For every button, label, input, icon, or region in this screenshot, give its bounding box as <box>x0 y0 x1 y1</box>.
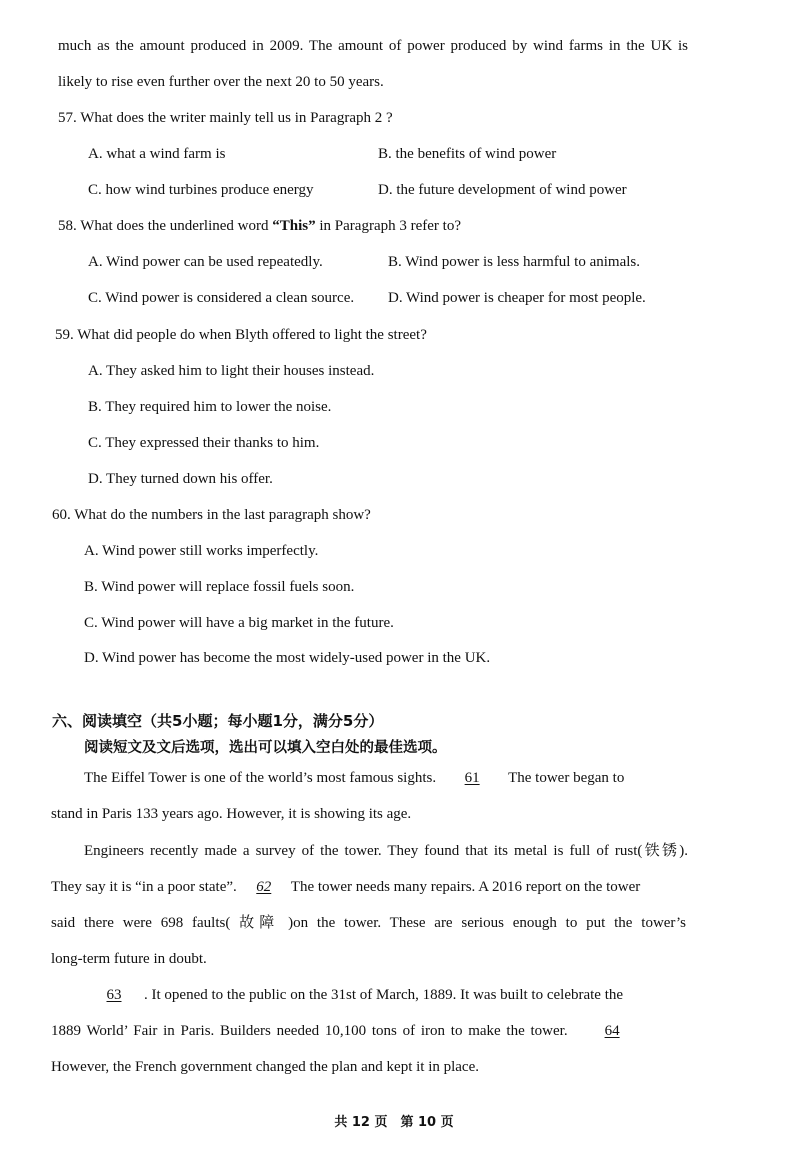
question-57-option-a: A. what a wind farm is <box>88 146 226 162</box>
blank-61: 61 <box>464 770 480 786</box>
paragraph-2-line-2 <box>51 877 640 897</box>
paragraph-3-line-3: However, the French government changed the plan and kept it in place. <box>51 1059 479 1075</box>
question-57-option-b: B. the benefits of wind power <box>378 146 557 162</box>
question-60-option-a: A. Wind power still works imperfectly. <box>84 543 319 559</box>
paragraph-2-line-1: Engineers recently made a survey of the tower. They found that its metal is full of rust(铁锈). <box>84 843 688 859</box>
question-58-stem <box>58 216 461 236</box>
question-58-stem-pre: 58. What does the underlined word <box>58 218 273 234</box>
question-59-option-a: A. They asked him to light their houses instead. <box>88 363 375 379</box>
section-instruction: 阅读短文及文后选项，选出可以填入空白处的最佳选项。 <box>84 740 447 756</box>
paragraph-2-line-3: said there were 698 faults( 故障 )on the tower. These are serious enough to put the tower’s <box>51 915 686 931</box>
question-58-option-d: D. Wind power is cheaper for most people. <box>388 290 646 306</box>
paragraph-text: . It opened to the public on the 31st of March, 1889. It was built to celebrate the <box>144 987 624 1003</box>
paragraph-text: 1889 World’ Fair in Paris. Builders needed 10,100 tons of iron to make the tower. <box>51 1023 568 1039</box>
question-58-option-a: A. Wind power can be used repeatedly. <box>88 254 323 270</box>
question-57-option-d: D. the future development of wind power <box>378 182 627 198</box>
question-60-stem: 60. What do the numbers in the last paragraph show? <box>52 507 371 523</box>
question-58-option-c: C. Wind power is considered a clean source. <box>88 290 355 306</box>
question-59-option-b: B. They required him to lower the noise. <box>88 399 332 415</box>
section-heading: 六、阅读填空（共5小题；每小题1分，满分5分） <box>52 712 384 730</box>
paragraph-text: The tower needs many repairs. A 2016 report on the tower <box>290 879 641 895</box>
passage-line: much as the amount produced in 2009. The amount of power produced by wind farms in the UK is <box>58 38 688 54</box>
question-58-option-b: B. Wind power is less harmful to animals. <box>388 254 641 270</box>
question-60-option-d: D. Wind power has become the most widely-used power in the UK. <box>84 650 491 666</box>
question-58-keyword: “This” <box>272 218 316 234</box>
paragraph-text: The Eiffel Tower is one of the world’s most famous sights. <box>84 770 437 786</box>
paragraph-2-line-4: long-term future in doubt. <box>51 951 207 967</box>
passage-line: likely to rise even further over the next 20 to 50 years. <box>58 74 384 90</box>
question-59-stem: 59. What did people do when Blyth offered to light the street? <box>55 327 427 343</box>
blank-62: 62 <box>256 879 272 895</box>
blank-64: 64 <box>604 1023 620 1039</box>
page-footer: 共 12 页 第 10 页 <box>334 1115 454 1130</box>
paragraph-3-line-2 <box>51 1021 691 1041</box>
paragraph-text: They say it is “in a poor state”. <box>51 879 237 895</box>
question-57-option-c: C. how wind turbines produce energy <box>88 182 314 198</box>
question-59-option-c: C. They expressed their thanks to him. <box>88 435 320 451</box>
question-58-stem-post: in Paragraph 3 refer to? <box>315 218 461 234</box>
question-57-stem: 57. What does the writer mainly tell us in Paragraph 2 ? <box>58 110 393 126</box>
question-60-option-c: C. Wind power will have a big market in the future. <box>84 615 394 631</box>
question-59-option-d: D. They turned down his offer. <box>88 471 273 487</box>
question-60-option-b: B. Wind power will replace fossil fuels soon. <box>84 579 355 595</box>
paragraph-1-line-1 <box>84 768 688 788</box>
paragraph-text: The tower began to <box>508 770 625 786</box>
blank-63: 63 <box>106 987 122 1003</box>
paragraph-1-line-2: stand in Paris 133 years ago. However, it is showing its age. <box>51 806 412 822</box>
paragraph-3-line-1 <box>84 985 688 1005</box>
